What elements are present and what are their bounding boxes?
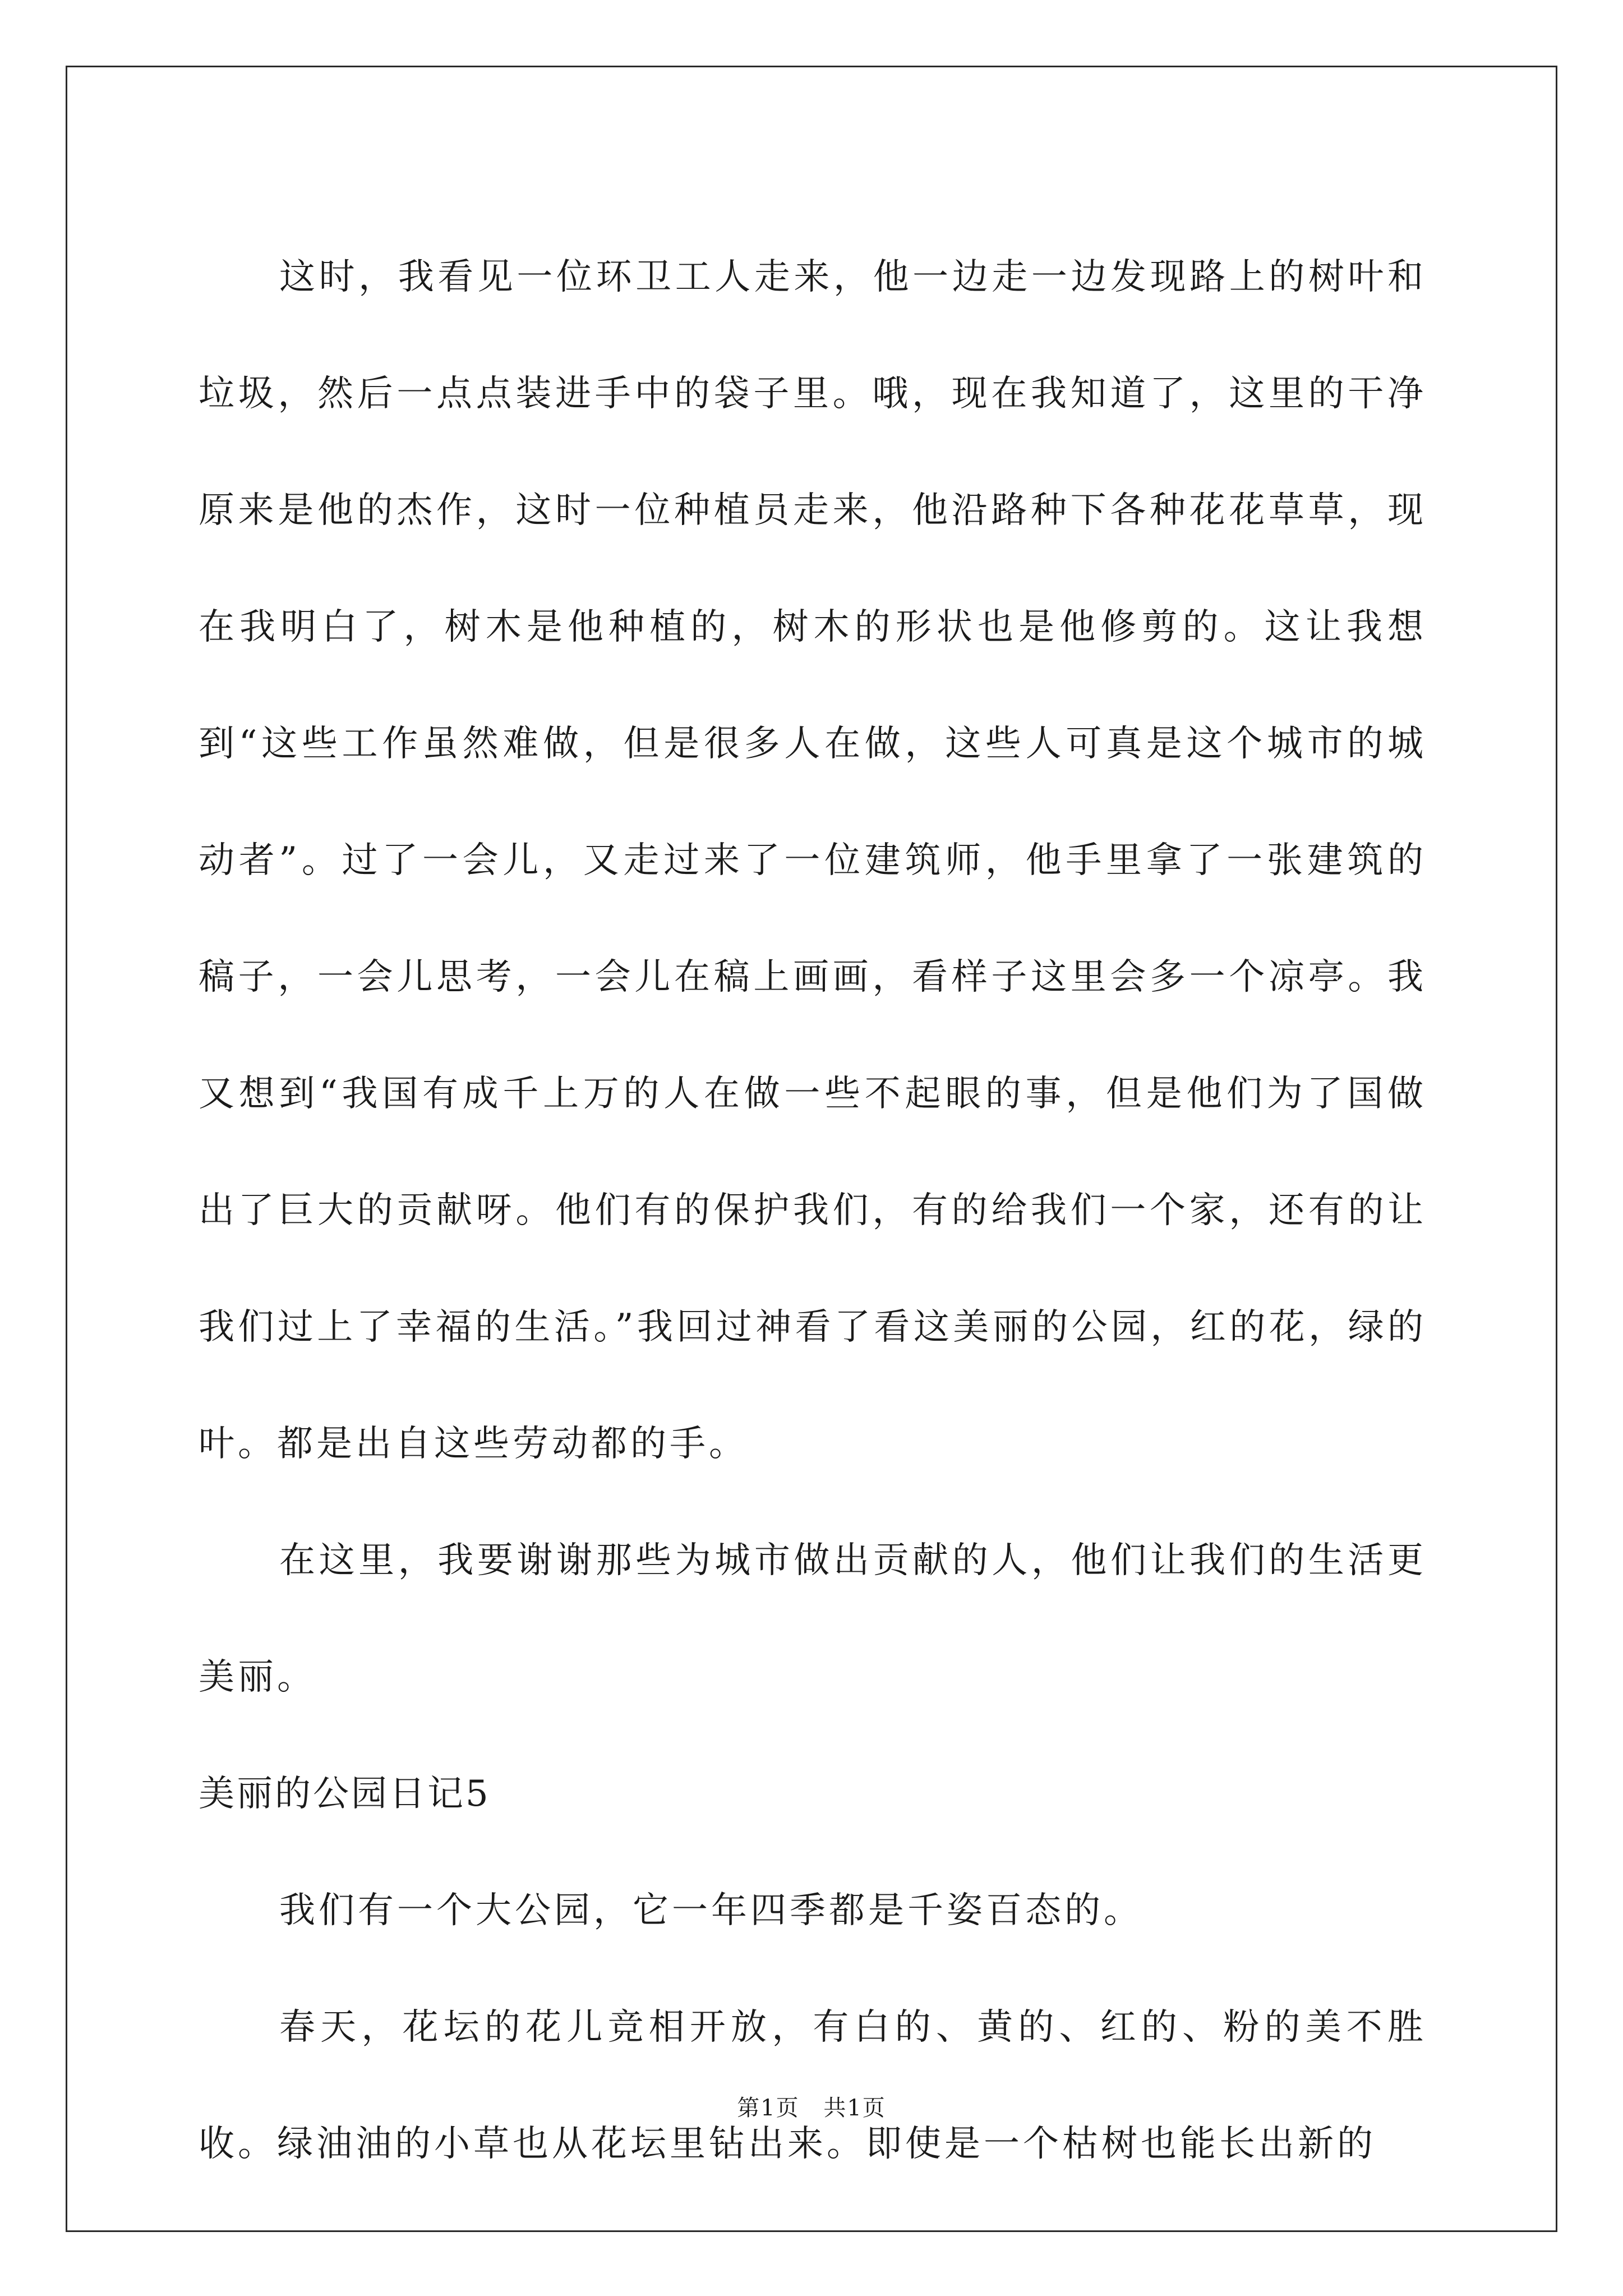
paragraph-big-park: 我们有一个大公园，它一年四季都是千姿百态的。 — [279, 1890, 1143, 1931]
paragraph-thanks: 在这里，我要谢谢那些为城市做出贡献的人，他们让我们的生活更美丽。 — [199, 1540, 1427, 1698]
paragraph-spring: 春天，花坛的花儿竞相开放，有白的、黄的、红的、粉的美不胜收。绿油油的小草也从花坛里钻出来。即使是一个枯树也能长出新的 — [199, 2007, 1427, 2165]
document-body — [199, 219, 1427, 2202]
section-heading: 美丽的公园日记5 — [199, 1773, 491, 1815]
page-number: 第1页 — [737, 2095, 800, 2121]
page-total: 共1页 — [823, 2095, 886, 2121]
page-footer — [0, 2091, 1623, 2125]
paragraph-workers: 这时，我看见一位环卫工人走来，他一边走一边发现路上的树叶和垃圾，然后一点点装进手中的袋子里。哦，现在我知道了，这里的干净原来是他的杰作，这时一位种植员走来，他沿路种下各种花花草草，现在我明白了，树木是他种植的，树木的形状也是他修剪的。这让我想到“这些工作虽然难做，但是很多人在做，这些人可真是这个城市的城动者”。过了一会儿，又走过来了一位建筑师，他手里拿了一张建筑的稿子，一会儿思考，一会儿在稿上画画，看样子这里会多一个凉亭。我又想到“我国有成千上万的人在做一些不起眼的事，但是他们为了国做出了巨大的贡献呀。他们有的保护我们，有的给我们一个家，还有的让我们过上了幸福的生活。”我回过神看了看这美丽的公园，红的花，绿的叶。都是出自这些劳动都的手。 — [199, 256, 1427, 1465]
